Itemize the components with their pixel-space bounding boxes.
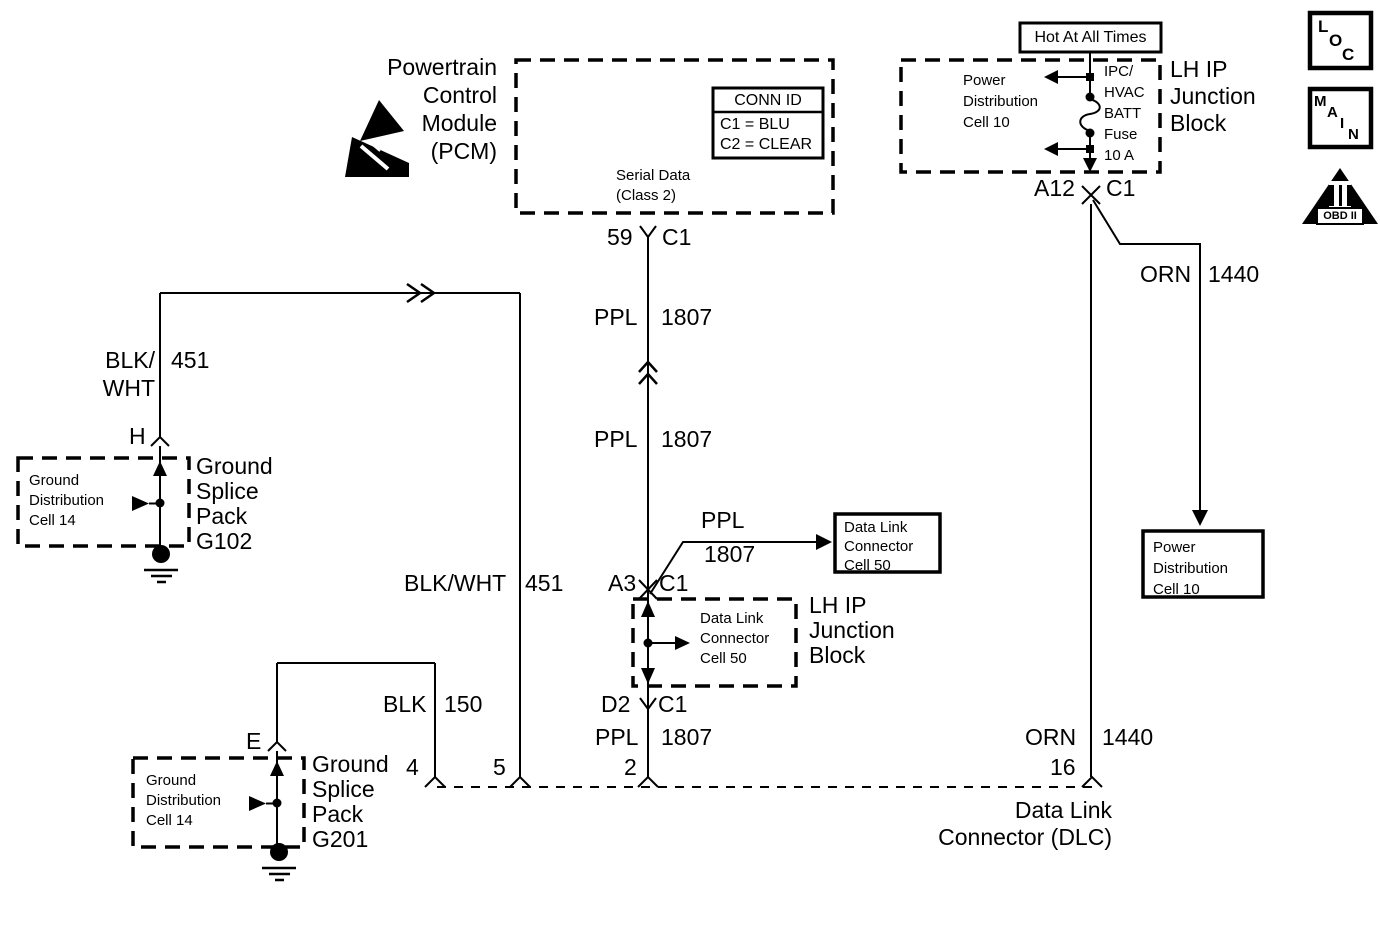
main-badge-letter: M — [1314, 93, 1327, 110]
ground-distribution-ref — [29, 471, 104, 531]
fuse-label — [1104, 61, 1145, 166]
pin2-chevron — [638, 777, 658, 787]
ref-line: Ground — [29, 472, 80, 489]
conn-c1-label: C1 — [1106, 175, 1136, 201]
fuse-line: Fuse — [1104, 126, 1138, 143]
obd2-pillar-bar — [1334, 185, 1339, 206]
wire-circuit-label: 1807 — [661, 724, 713, 750]
fuse-line: BATT — [1104, 105, 1142, 122]
g102-line: G102 — [196, 528, 253, 554]
conn-id-row: C2 = CLEAR — [720, 136, 813, 153]
pin4-chevron — [425, 777, 445, 787]
fuse-line: IPC/ — [1104, 63, 1134, 80]
jb-line: LH IP — [1170, 56, 1228, 82]
pin5-chevron — [510, 777, 530, 787]
g201-label — [312, 752, 389, 852]
arrowhead-right-icon — [675, 636, 690, 650]
pcm-line: Powertrain — [387, 54, 497, 80]
ref-line: Power — [1153, 539, 1196, 556]
pcm-label — [345, 53, 497, 165]
ref-line: Cell 10 — [963, 114, 1010, 131]
wire-color-label: ORN — [1140, 261, 1192, 287]
wire-color-line: WHT — [102, 375, 155, 401]
ref-line: Distribution — [963, 93, 1039, 110]
wire-circuit-label: 1440 — [1208, 261, 1260, 287]
ref-line: Cell 50 — [844, 557, 891, 574]
arrowhead-up-icon — [641, 601, 655, 617]
conn-id-row: C1 = BLU — [720, 116, 790, 133]
g102-label — [196, 454, 273, 554]
ref-line: Distribution — [146, 792, 222, 809]
data-link-cell50-ref — [700, 609, 769, 669]
conn-c1-label: C1 — [659, 570, 689, 596]
loc-badge-letter: L — [1318, 17, 1329, 36]
ref-line: Cell 10 — [1153, 581, 1200, 598]
dlc-line: Data Link — [1014, 797, 1112, 823]
jb-line: Junction — [809, 617, 895, 643]
power-distribution-ref — [1153, 537, 1228, 600]
arrowhead-up-icon — [153, 461, 167, 476]
fuse-line: HVAC — [1104, 84, 1145, 101]
dlc-line: Connector (DLC) — [938, 824, 1112, 850]
wire-circuit-label: 1807 — [661, 304, 713, 330]
data-link-cell50-ref — [844, 518, 913, 575]
wire-color-label: PPL — [595, 724, 639, 750]
dlc-connector-line — [425, 777, 1102, 787]
dlc-pin5-label: 5 — [493, 754, 506, 780]
arrowhead-down-icon — [1083, 158, 1097, 172]
ref-line: Cell 14 — [146, 812, 193, 829]
serial-data-label — [616, 166, 690, 206]
g102-line: Splice — [196, 478, 259, 504]
dlc-pin2-label: 2 — [624, 754, 637, 780]
ref-line: Cell 14 — [29, 512, 76, 529]
tap-junction-square — [1086, 73, 1094, 81]
ref-line: Cell 50 — [700, 650, 747, 667]
obd2-pillar-bar — [1342, 185, 1347, 206]
ground-terminal-dot — [270, 843, 288, 861]
serial-data-line: (Class 2) — [616, 187, 677, 204]
ref-line: Ground — [146, 772, 197, 789]
wire-circuit-label: 1807 — [704, 541, 756, 567]
connector-h-symbol — [151, 437, 169, 446]
hot-at-all-times-label: Hot At All Times — [1034, 29, 1147, 46]
fuse-line: 10 A — [1104, 147, 1135, 164]
obd2-pillar-top — [1329, 181, 1351, 185]
wire-color-label: PPL — [594, 304, 638, 330]
wire-color-label: BLK — [383, 691, 427, 717]
conn-c1-label: C1 — [662, 224, 692, 250]
splice-dot — [273, 799, 282, 808]
arrowhead-right-icon — [249, 796, 266, 811]
jb-line: Junction — [1170, 83, 1256, 109]
pcm-line: Control — [422, 82, 497, 108]
junction-block-label — [809, 593, 895, 668]
splice-dot — [156, 499, 165, 508]
ground-symbol — [262, 868, 296, 880]
wire-circuit-label: 1440 — [1102, 724, 1154, 750]
wire-circuit-label: 451 — [171, 347, 210, 373]
arrowhead-down-icon — [1192, 510, 1208, 526]
arrowhead-right-icon — [816, 534, 832, 550]
dlc-pin16-label: 16 — [1050, 754, 1076, 780]
wire-color-label: PPL — [701, 507, 745, 533]
pin-a12-label: A12 — [1034, 175, 1075, 201]
arrowhead-down-icon — [641, 668, 655, 684]
conn-c1-label: C1 — [658, 691, 688, 717]
wire-color-label: ORN — [1025, 724, 1077, 750]
ref-line: Power — [963, 72, 1006, 89]
ground-terminal-dot — [152, 545, 170, 563]
arrowhead-right-icon — [132, 496, 149, 511]
connector-59-c1-symbol — [640, 226, 656, 237]
orn-branch-wire — [1093, 200, 1200, 511]
arrowhead-up-icon — [270, 761, 284, 776]
arrowhead-left-icon — [1044, 142, 1058, 156]
wire-color-label: PPL — [594, 426, 638, 452]
dlc-pin4-label: 4 — [406, 754, 419, 780]
pin16-chevron — [1082, 777, 1102, 787]
jb-line: Block — [1170, 110, 1227, 136]
jb-line: Block — [809, 642, 866, 668]
main-badge-letter: I — [1340, 115, 1345, 132]
fuse-element-symbol — [1080, 99, 1100, 131]
g102-line: Pack — [196, 503, 248, 529]
pin-h-label: H — [129, 423, 146, 449]
wire-color-label — [85, 346, 155, 402]
g201-line: G201 — [312, 826, 369, 852]
main-badge-letter: N — [1348, 126, 1359, 143]
pin-a3-label: A3 — [608, 570, 637, 596]
ref-line: Data Link — [700, 610, 764, 627]
power-distribution-ref — [963, 70, 1038, 133]
wire-color-label: BLK/WHT — [404, 570, 507, 596]
pin-d2-label: D2 — [601, 691, 631, 717]
obd2-badge-label: OBD II — [1323, 210, 1357, 222]
ref-line: Connector — [700, 630, 770, 647]
pin-e-label: E — [246, 728, 262, 754]
pin-59-label: 59 — [607, 224, 633, 250]
wire-circuit-label: 451 — [525, 570, 564, 596]
pcm-line: (PCM) — [430, 138, 497, 164]
loc-badge-letter: O — [1329, 31, 1343, 50]
ground-distribution-ref — [146, 771, 221, 831]
serial-data-line: Serial Data — [616, 167, 691, 184]
ref-line: Distribution — [29, 492, 105, 509]
loc-badge-letter: C — [1342, 45, 1355, 64]
dlc-label — [912, 797, 1112, 851]
arrowhead-left-icon — [1044, 70, 1058, 84]
g201-line: Pack — [312, 801, 364, 827]
wire-circuit-label: 1807 — [661, 426, 713, 452]
ref-line: Distribution — [1153, 560, 1229, 577]
conn-id-header: CONN ID — [734, 92, 802, 109]
jb-line: LH IP — [809, 592, 867, 618]
junction-block-label — [1170, 56, 1256, 137]
ref-line: Data Link — [844, 519, 908, 536]
pcm-line: Module — [421, 110, 497, 136]
serial-data-wire — [639, 226, 657, 777]
connector-a12-c1-symbol — [1082, 186, 1100, 204]
g201-line: Splice — [312, 776, 375, 802]
ref-line: Connector — [844, 538, 914, 555]
g201-line: Ground — [312, 751, 389, 777]
ground-symbol — [144, 570, 178, 582]
g102-line: Ground — [196, 453, 273, 479]
wire-color-line: BLK/ — [105, 347, 155, 373]
tap-junction-square — [1086, 145, 1094, 153]
wire-circuit-label: 150 — [444, 691, 483, 717]
connector-e-symbol — [268, 742, 286, 751]
main-badge-letter: A — [1327, 104, 1338, 121]
